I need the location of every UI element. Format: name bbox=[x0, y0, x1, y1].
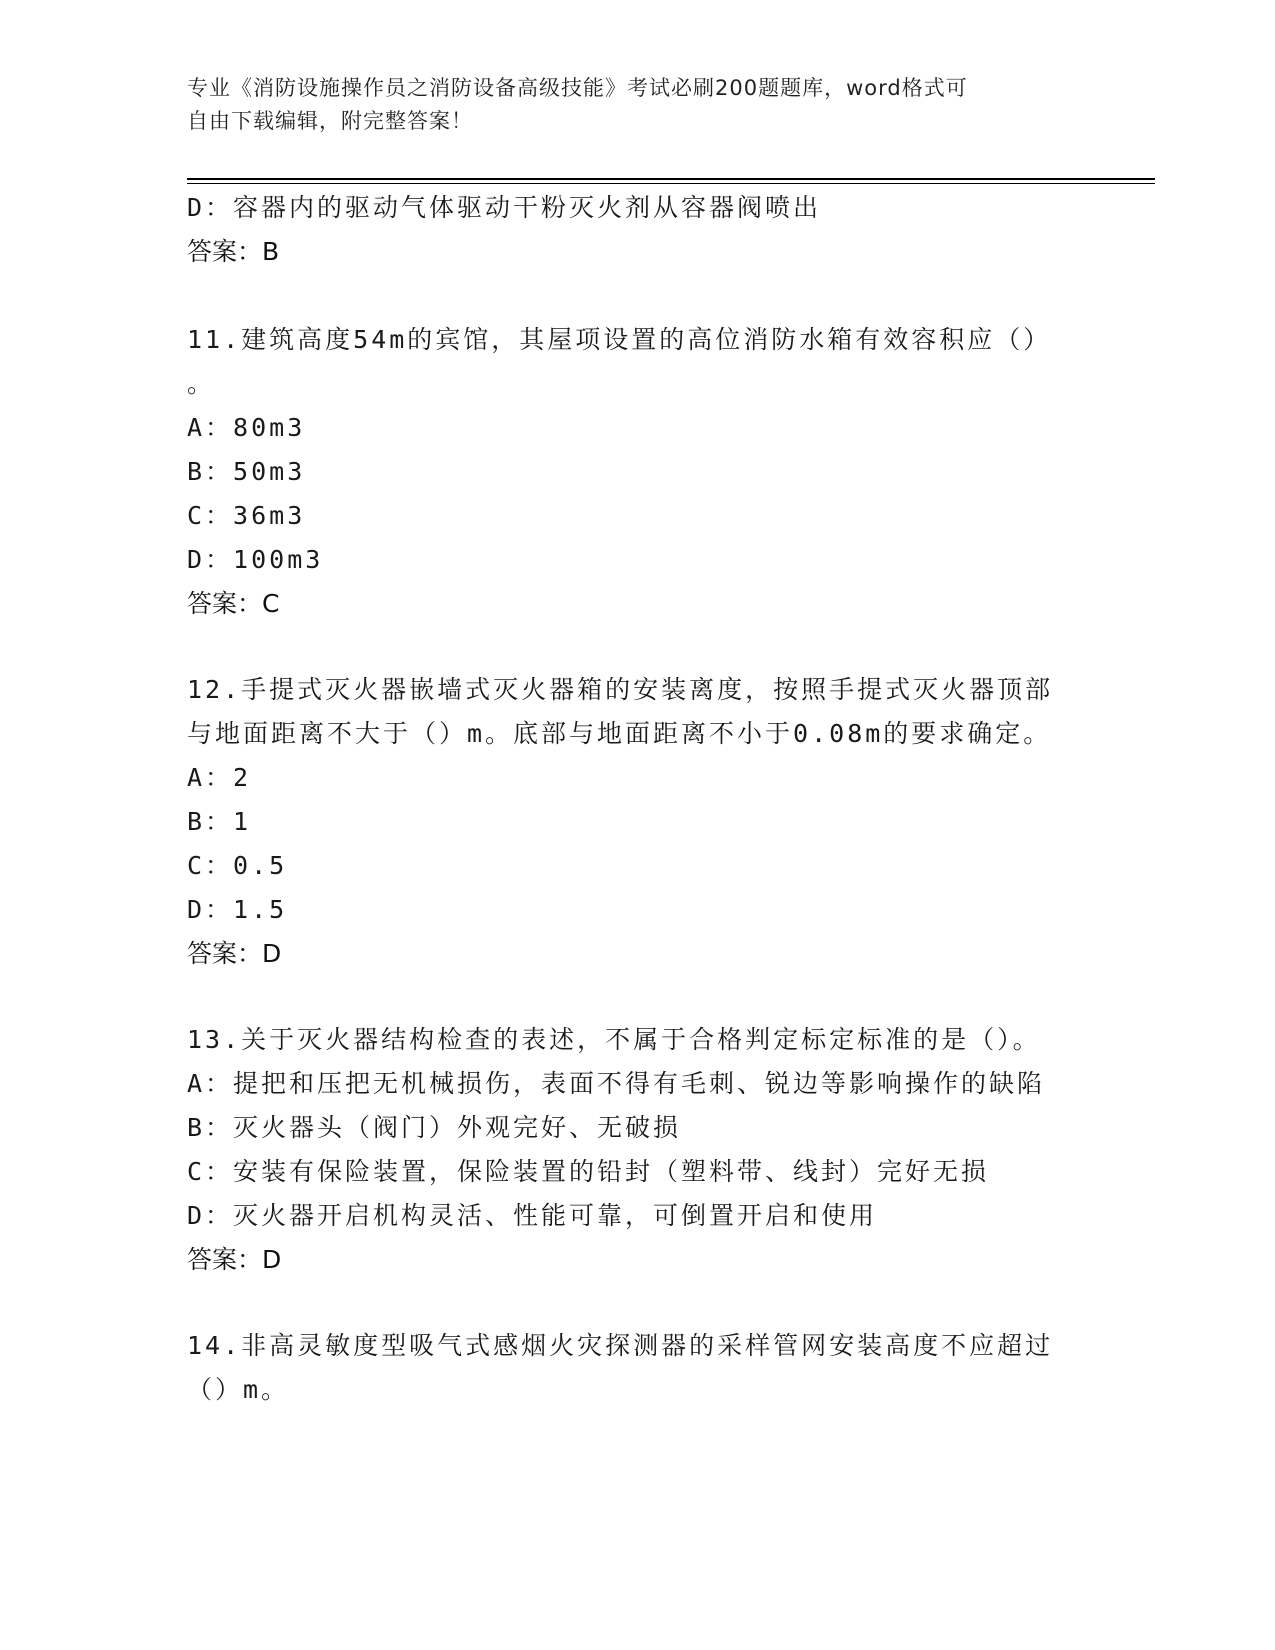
header-line-1: 专业《消防设施操作员之消防设备高级技能》考试必刷200题题库，word格式可 bbox=[187, 76, 968, 100]
q11-option-a: A：80m3 bbox=[187, 413, 306, 442]
q13-stem-line-1: 13.关于灭火器结构检查的表述，不属于合格判定标定标准的是（）。 bbox=[187, 1025, 1041, 1054]
q11-option-c: C：36m3 bbox=[187, 501, 306, 530]
q11-answer: 答案：C bbox=[187, 589, 280, 618]
q13-option-b: B：灭火器头（阀门）外观完好、无破损 bbox=[187, 1113, 682, 1142]
q13-answer: 答案：D bbox=[187, 1245, 282, 1274]
q12-option-b: B：1 bbox=[187, 807, 252, 836]
q12-stem-line-1: 12.手提式灭火器嵌墙式灭火器箱的安装离度，按照手提式灭火器顶部 bbox=[187, 675, 1054, 704]
prev-option-d: D：容器内的驱动气体驱动干粉灭火剂从容器阀喷出 bbox=[187, 193, 822, 222]
q12-option-d: D：1.5 bbox=[187, 895, 288, 924]
q11-stem-line-2: 。 bbox=[187, 369, 216, 398]
q14-stem-line-2: （）m。 bbox=[187, 1375, 290, 1404]
q13-option-a: A：提把和压把无机械损伤，表面不得有毛刺、锐边等影响操作的缺陷 bbox=[187, 1069, 1046, 1098]
header-line-2: 自由下载编辑，附完整答案！ bbox=[187, 109, 473, 133]
q11-stem-line-1: 11.建筑高度54m的宾馆，其屋项设置的高位消防水箱有效容积应（） bbox=[187, 325, 1052, 354]
q12-option-c: C：0.5 bbox=[187, 851, 288, 880]
header-divider-thin bbox=[187, 183, 1155, 184]
header-divider-thick bbox=[187, 178, 1155, 180]
q12-option-a: A：2 bbox=[187, 763, 252, 792]
q14-stem-line-1: 14.非高灵敏度型吸气式感烟火灾探测器的采样管网安装高度不应超过 bbox=[187, 1331, 1054, 1360]
q11-option-d: D：100m3 bbox=[187, 545, 324, 574]
document-header bbox=[187, 72, 1067, 138]
q11-option-b: B：50m3 bbox=[187, 457, 306, 486]
prev-answer: 答案：B bbox=[187, 237, 280, 266]
q13-option-c: C：安装有保险装置，保险装置的铅封（塑料带、线封）完好无损 bbox=[187, 1157, 990, 1186]
q13-option-d: D：灭火器开启机构灵活、性能可靠，可倒置开启和使用 bbox=[187, 1201, 878, 1230]
q12-answer: 答案：D bbox=[187, 939, 282, 968]
q12-stem-line-2: 与地面距离不大于（）m。底部与地面距离不小于0.08m的要求确定。 bbox=[187, 719, 1052, 748]
